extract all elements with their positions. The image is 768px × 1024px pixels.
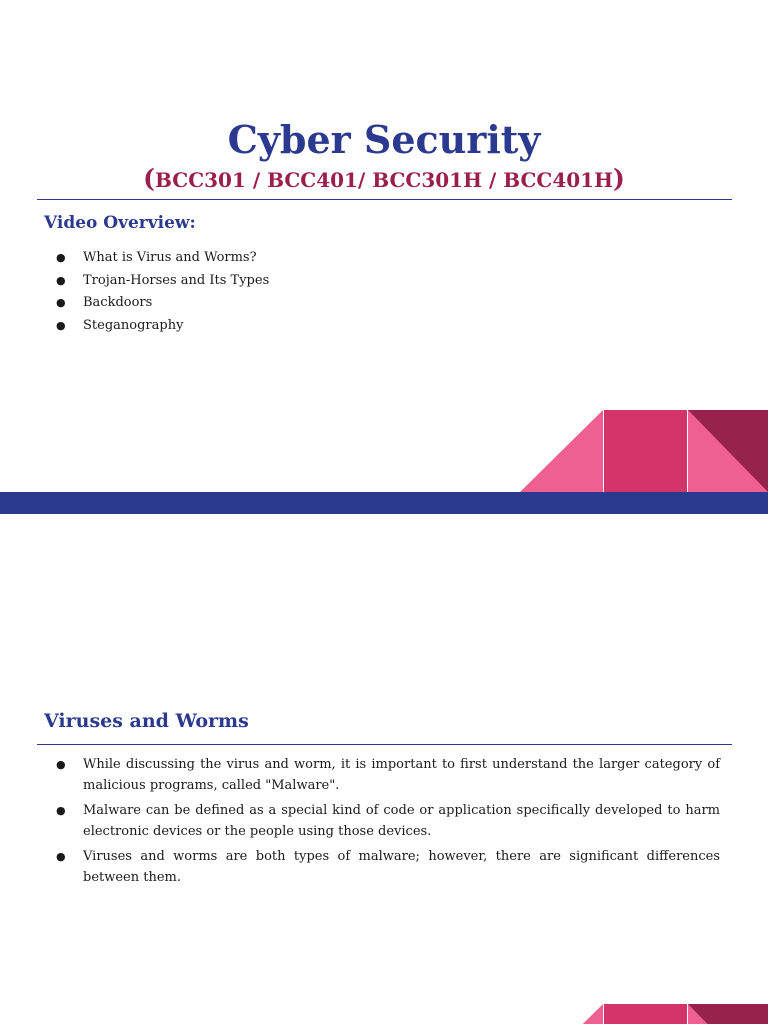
course-codes (0, 164, 768, 195)
section-divider (37, 744, 732, 745)
list-item-text: Viruses and worms are both types of malware; however, there are significant differences between them. (83, 849, 720, 885)
bullet-icon: ● (56, 318, 66, 332)
overview-list (56, 247, 456, 337)
deco-square-mid (604, 410, 687, 492)
corner-decoration (520, 410, 768, 492)
overview-heading: Video Overview: (44, 213, 196, 233)
slide-2 (0, 514, 768, 1024)
bullet-icon: ● (56, 251, 66, 264)
list-item (56, 292, 456, 315)
deco-triangle-light (520, 1004, 603, 1024)
subtitle-open-paren: ( (143, 164, 156, 193)
corner-decoration (520, 1004, 768, 1024)
list-item (56, 247, 456, 270)
section-title: Viruses and Worms (44, 710, 249, 732)
deco-triangle-light (520, 410, 603, 492)
subtitle-close-paren: ) (612, 164, 625, 193)
deco-square-mid (604, 1004, 687, 1024)
bullet-icon: ● (56, 758, 66, 771)
list-item (56, 315, 456, 338)
list-item-text: What is Virus and Worms? (83, 250, 257, 265)
list-item (56, 801, 720, 842)
list-item (56, 270, 456, 293)
title-divider (37, 199, 732, 200)
list-item-text: Steganography (83, 317, 184, 333)
bullet-icon: ● (56, 850, 66, 863)
viruses-list (56, 755, 720, 893)
list-item-text: Trojan-Horses and Its Types (83, 272, 270, 288)
subtitle-codes: BCC301 / BCC401/ BCC301H / BCC401H (155, 168, 613, 192)
list-item (56, 847, 720, 888)
bullet-icon: ● (56, 804, 66, 817)
list-item-text: Backdoors (83, 295, 153, 310)
list-item-text: Malware can be defined as a special kind of code or application specifically developed to harm electronic devices or the people using those devices. (83, 803, 720, 839)
bullet-icon: ● (56, 296, 66, 309)
page-title: Cyber Security (227, 117, 541, 162)
list-item (56, 755, 720, 796)
list-item-text: While discussing the virus and worm, it is important to first understand the larger category of malicious programs, called "Malware". (83, 757, 720, 793)
bottom-band (0, 492, 768, 514)
bullet-icon: ● (56, 273, 66, 287)
